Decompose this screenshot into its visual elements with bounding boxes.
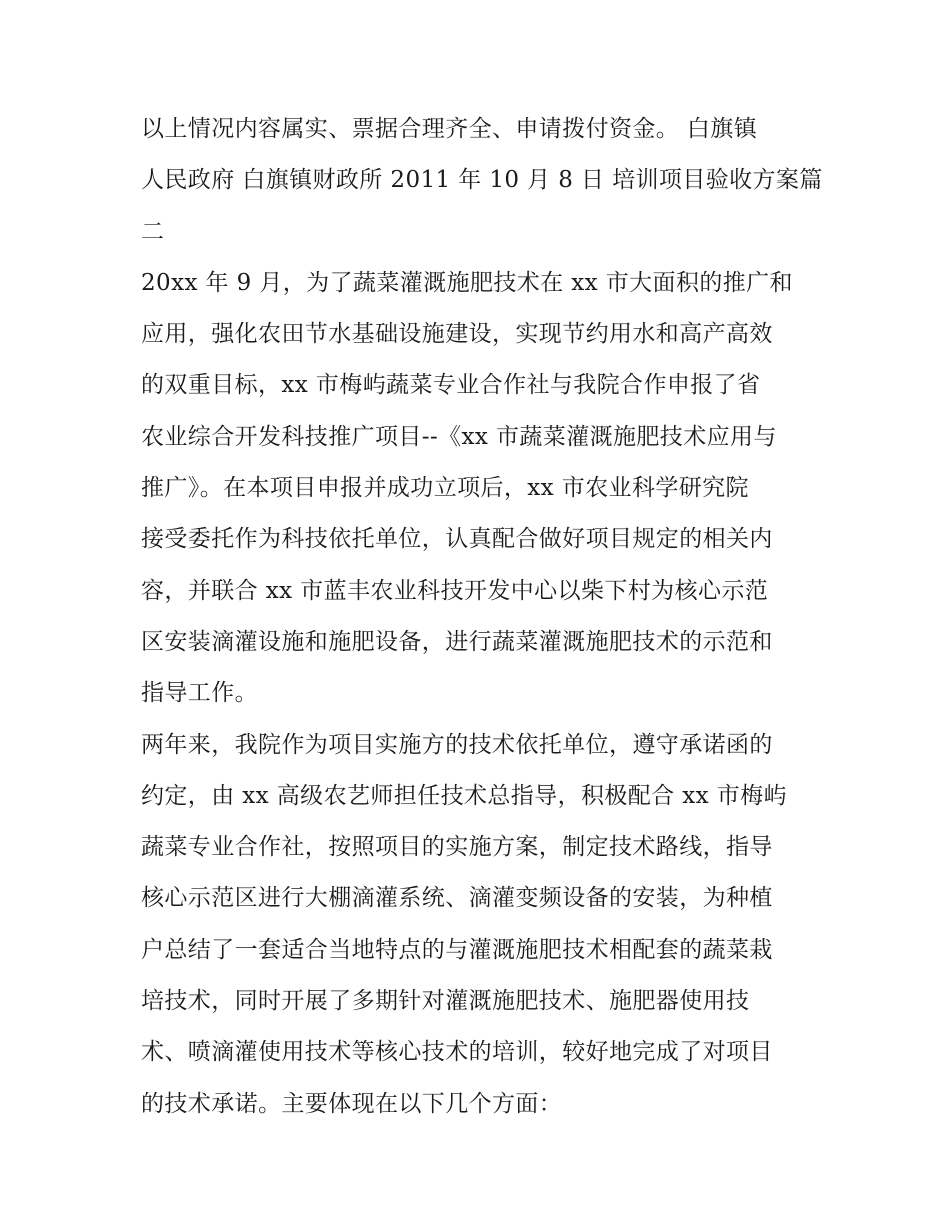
- paragraph-2: [141, 258, 813, 720]
- text-line: 应用，强化农田节水基础设施建设，实现节约用水和高产高效: [141, 321, 773, 348]
- text-line: 以上情况内容属实、票据合理齐全、申请拨付资金。 白旗镇: [141, 116, 758, 142]
- text-line: 20xx 年 9 月，为了蔬菜灌溉施肥技术在 xx 市大面积的推广和: [141, 269, 793, 296]
- text-line: 容，并联合 xx 市蓝丰农业科技开发中心以柴下村为核心示范: [141, 577, 769, 604]
- paragraph-1: [141, 104, 823, 258]
- text-line: 两年来，我院作为项目实施方的技术依托单位，遵守承诺函的: [141, 731, 773, 758]
- text-line: 接受委托作为科技依托单位，认真配合做好项目规定的相关内: [141, 526, 773, 553]
- text-line: 农业综合开发科技推广项目--《xx 市蔬菜灌溉施肥技术应用与: [141, 423, 777, 450]
- text-line: 术、喷滴灌使用技术等核心技术的培训，较好地完成了对项目: [141, 1039, 773, 1066]
- text-line: 户总结了一套适合当地特点的与灌溉施肥技术相配套的蔬菜栽: [141, 936, 773, 963]
- text-line: 推广》。在本项目申报并成功立项后，xx 市农业科学研究院: [141, 475, 749, 502]
- document-body: [141, 104, 823, 1130]
- text-line: 二: [141, 218, 165, 245]
- text-line: 蔬菜专业合作社，按照项目的实施方案，制定技术路线，指导: [141, 834, 773, 861]
- text-line: 约定，由 xx 高级农艺师担任技术总指导，积极配合 xx 市梅屿: [141, 782, 787, 809]
- text-line: 指导工作。: [141, 680, 258, 707]
- text-line: 区安装滴灌设施和施肥设备，进行蔬菜灌溉施肥技术的示范和: [141, 628, 773, 655]
- text-line: 的技术承诺。主要体现在以下几个方面：: [141, 1090, 563, 1117]
- paragraph-3: [141, 720, 813, 1130]
- text-line: 核心示范区进行大棚滴灌系统、滴灌变频设备的安装，为种植: [141, 885, 773, 912]
- text-line: 人民政府 白旗镇财政所 2011 年 10 月 8 日 培训项目验收方案篇: [141, 167, 823, 194]
- text-line: 的双重目标，xx 市梅屿蔬菜专业合作社与我院合作申报了省: [141, 372, 761, 399]
- text-line: 培技术，同时开展了多期针对灌溉施肥技术、施肥器使用技: [141, 988, 750, 1015]
